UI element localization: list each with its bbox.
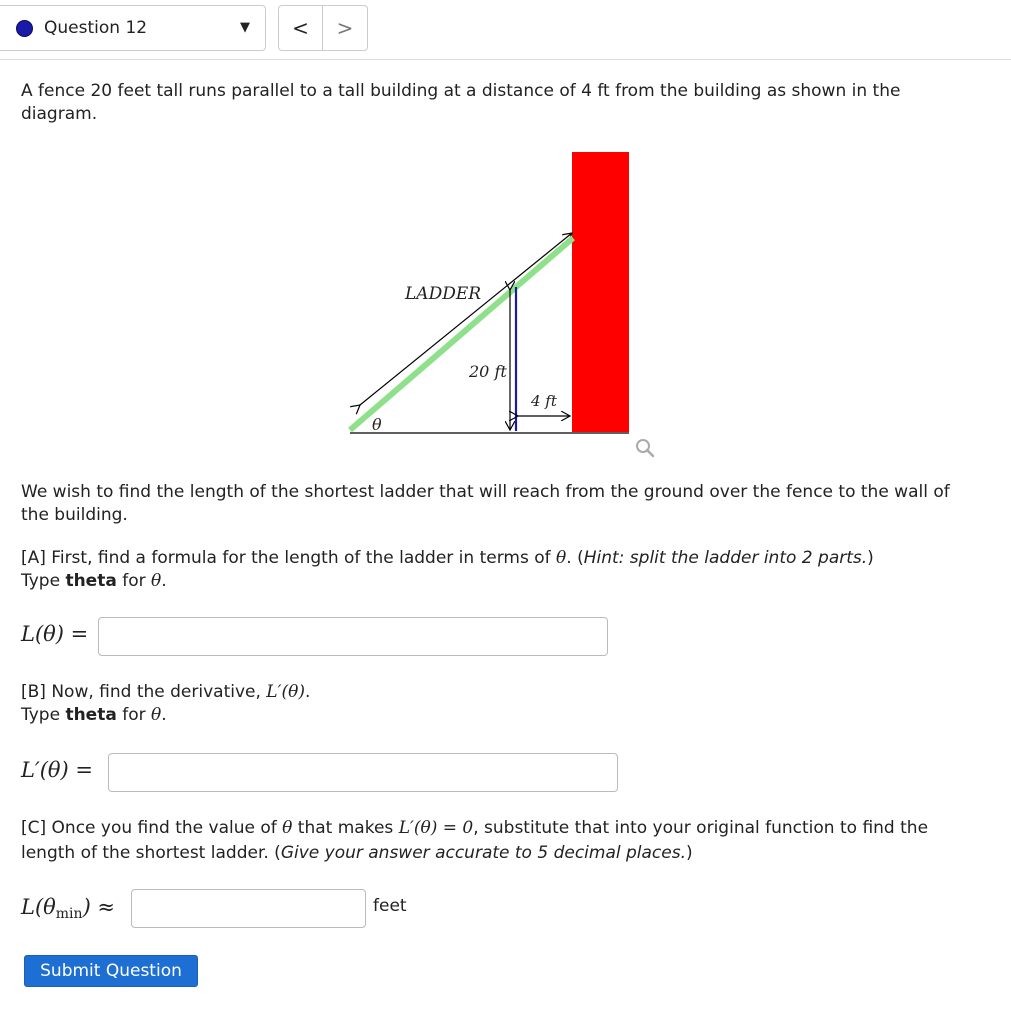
type-hint-mid: for [116, 571, 151, 591]
theta-symbol: θ [151, 571, 162, 591]
submit-question-button[interactable]: Submit Question [24, 955, 198, 987]
part-c-answer-input[interactable] [131, 889, 366, 928]
theta-symbol: θ [151, 705, 162, 725]
magnifier-icon[interactable] [637, 440, 653, 456]
part-c-instructions [21, 816, 961, 866]
part-c-mid2: , substitute that into your original function to find the length of the shortest ladder. ( [21, 818, 929, 863]
derivative-zero-expression: L′(θ) = 0 [398, 818, 474, 838]
part-c-mid1: that makes [292, 818, 399, 838]
caret-down-icon: ▼ [240, 20, 250, 35]
part-a-instructions [21, 547, 961, 593]
ladder-label: LADDER [405, 284, 482, 304]
question-selector-label: Question 12 [44, 18, 148, 38]
type-hint-mid: for [116, 705, 151, 725]
type-hint-end: . [161, 705, 167, 725]
part-c-label-main: L(θ [21, 895, 56, 919]
part-c-suffix: ) [686, 843, 693, 863]
part-c-label-subscript: min [55, 906, 83, 922]
part-a-suffix: ) [867, 548, 874, 568]
question-status-icon [16, 20, 33, 37]
part-a-prefix: [A] First, find a formula for the length of the ladder in terms of [21, 548, 557, 568]
part-b-answer-input[interactable] [108, 753, 618, 792]
type-hint-prefix: Type [21, 571, 66, 591]
part-a-label-text: L(θ) = [21, 622, 89, 646]
angle-label: θ [372, 415, 382, 434]
part-b-prefix: [B] Now, find the derivative, [21, 682, 267, 702]
next-question-button[interactable]: > [336, 16, 354, 40]
question-nav-bar [0, 0, 1011, 60]
fence-height-label: 20 ft [469, 362, 507, 381]
problem-intro: A fence 20 feet tall runs parallel to a tall building at a distance of 4 ft from the building as shown in the diagram. [21, 81, 901, 124]
part-b-instructions [21, 681, 961, 727]
ladder-length-arrow [360, 233, 572, 405]
type-hint-end: . [161, 571, 167, 591]
building-wall [572, 152, 629, 432]
theta-symbol: θ [556, 548, 567, 568]
distance-label: 4 ft [531, 392, 557, 410]
part-a-mid: . ( [566, 548, 584, 568]
ladder-diagram [340, 145, 670, 465]
part-b-label [21, 758, 93, 782]
previous-question-button[interactable]: < [279, 6, 323, 50]
derivative-expression: L′(θ) [266, 682, 305, 702]
type-hint-word: theta [65, 705, 117, 725]
part-a-label [21, 622, 88, 646]
part-a-answer-input[interactable] [98, 617, 608, 656]
part-c-prefix: [C] Once you find the value of [21, 818, 283, 838]
part-b-label-text: L′(θ) = [21, 758, 94, 782]
problem-goal: We wish to find the length of the shortest ladder that will reach from the ground over the fence to the wall of the building. [21, 482, 950, 525]
theta-symbol: θ [282, 818, 293, 838]
type-hint-prefix: Type [21, 705, 66, 725]
type-hint-word: theta [65, 571, 117, 591]
part-c-hint: Give your answer accurate to 5 decimal places. [280, 843, 686, 863]
part-c-label [21, 895, 116, 922]
part-c-label-end: ) ≈ [82, 895, 116, 919]
part-b-suffix: . [304, 682, 311, 702]
answer-units: feet [373, 896, 407, 916]
question-pager [278, 5, 368, 51]
ladder-diagram-svg [340, 145, 670, 465]
part-a-hint: Hint: split the ladder into 2 parts. [583, 548, 868, 568]
question-selector[interactable] [0, 5, 266, 51]
